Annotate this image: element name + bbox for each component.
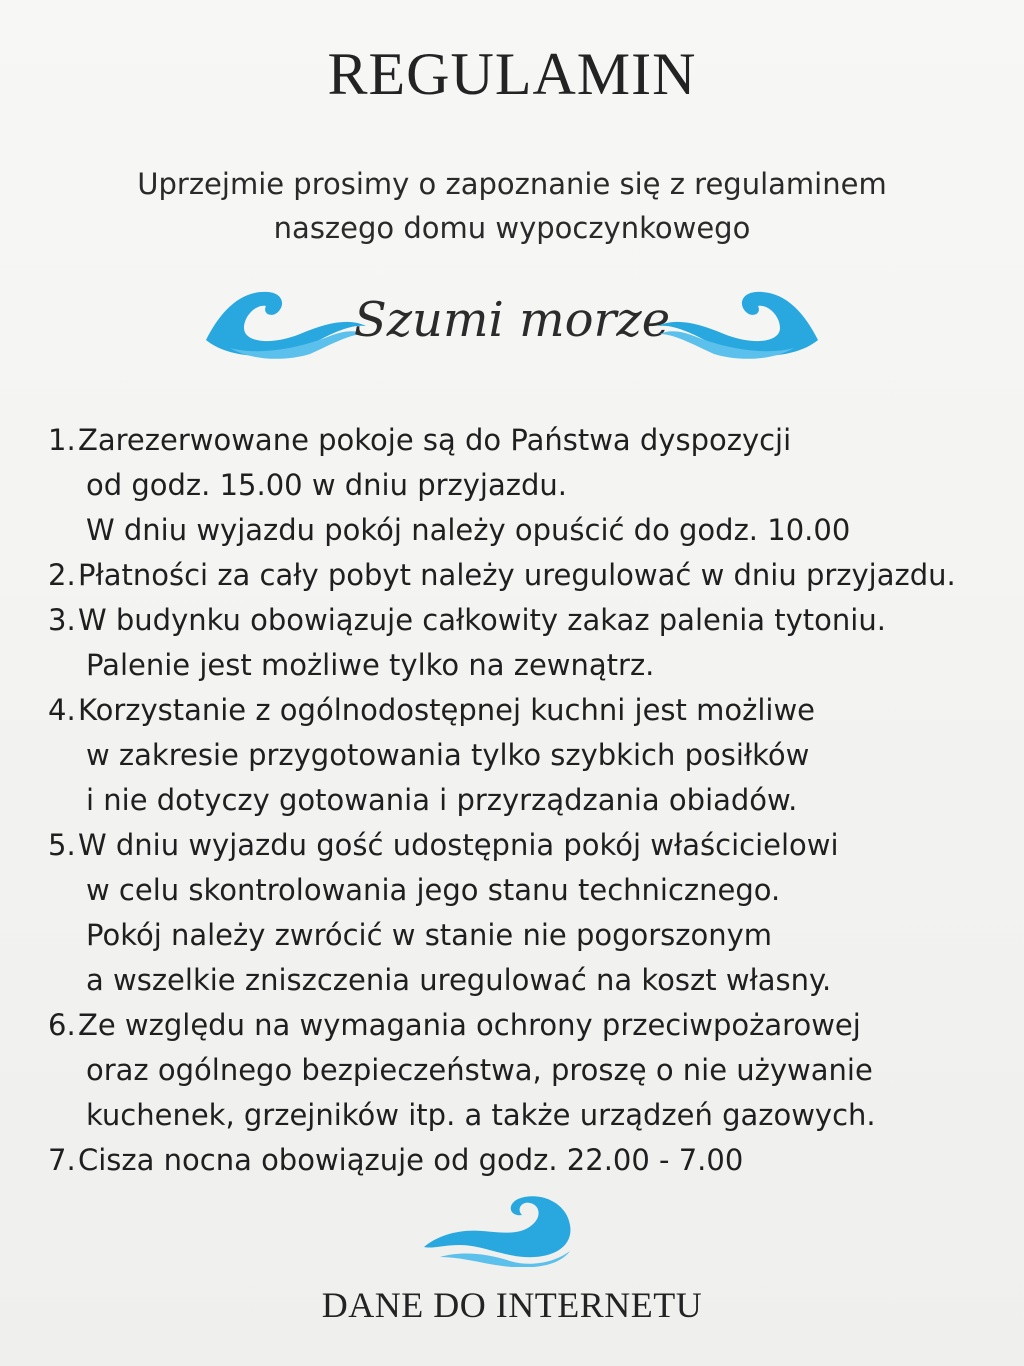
subtitle-line: naszego domu wypoczynkowego [273, 211, 751, 245]
rule-line: Pokój należy zwrócić w stanie nie pogorszonym [86, 918, 773, 952]
rule-line: Zarezerwowane pokoje są do Państwa dyspozycji [78, 423, 792, 457]
rule-text [78, 688, 998, 823]
subtitle [0, 162, 1024, 250]
rule-line: w celu skontrolowania jego stanu technicznego. [86, 873, 781, 907]
rule-item [48, 823, 998, 1003]
rule-line: W dniu wyjazdu gość udostępnia pokój właścicielowi [78, 828, 839, 862]
rule-number: 1. [48, 423, 76, 457]
rule-line: Palenie jest możliwe tylko na zewnątrz. [86, 648, 655, 682]
rule-text [78, 418, 998, 553]
rule-line: Płatności za cały pobyt należy uregulować w dniu przyjazdu. [78, 558, 956, 592]
rule-line: W dniu wyjazdu pokój należy opuścić do godz. 10.00 [86, 513, 851, 547]
subtitle-line: Uprzejmie prosimy o zapoznanie się z regulaminem [137, 167, 887, 201]
rule-line: a wszelkie zniszczenia uregulować na koszt własny. [86, 963, 832, 997]
rule-item [48, 1138, 998, 1183]
rule-item [48, 1003, 998, 1138]
brand-name: Szumi morze [353, 292, 671, 348]
rule-number: 6. [48, 1008, 76, 1042]
rule-line: Ze względu na wymagania ochrony przeciwpożarowej [78, 1008, 861, 1042]
rule-item [48, 598, 998, 688]
rule-text [78, 1003, 998, 1138]
rule-text [78, 553, 998, 598]
page-title: REGULAMIN [327, 41, 697, 107]
rule-number: 5. [48, 828, 76, 862]
rule-number: 2. [48, 558, 76, 592]
rule-line: W budynku obowiązuje całkowity zakaz palenia tytoniu. [78, 603, 886, 637]
rule-text [78, 598, 998, 688]
rule-line: Korzystanie z ogólnodostępnej kuchni jest możliwe [78, 693, 816, 727]
wave-icon [654, 282, 824, 362]
rule-line: Cisza nocna obowiązuje od godz. 22.00 - 7.00 [78, 1143, 744, 1177]
rule-item [48, 553, 998, 598]
rule-line: od godz. 15.00 w dniu przyjazdu. [86, 468, 567, 502]
rule-number: 3. [48, 603, 76, 637]
rule-line: kuchenek, grzejników itp. a także urządzeń gazowych. [86, 1098, 876, 1132]
rule-line: w zakresie przygotowania tylko szybkich posiłków [86, 738, 810, 772]
rule-text [78, 1138, 998, 1183]
rule-number: 7. [48, 1143, 76, 1177]
wave-icon [420, 1195, 580, 1267]
rule-line: oraz ogólnego bezpieczeństwa, proszę o nie używanie [86, 1053, 873, 1087]
footer-label: DANE DO INTERNETU [321, 1285, 703, 1325]
rule-text [78, 823, 998, 1003]
rules-list [48, 418, 998, 1183]
brand-logo [0, 282, 1024, 382]
rule-item [48, 688, 998, 823]
rule-line: i nie dotyczy gotowania i przyrządzania obiadów. [86, 783, 798, 817]
rule-item [48, 418, 998, 553]
rule-number: 4. [48, 693, 76, 727]
